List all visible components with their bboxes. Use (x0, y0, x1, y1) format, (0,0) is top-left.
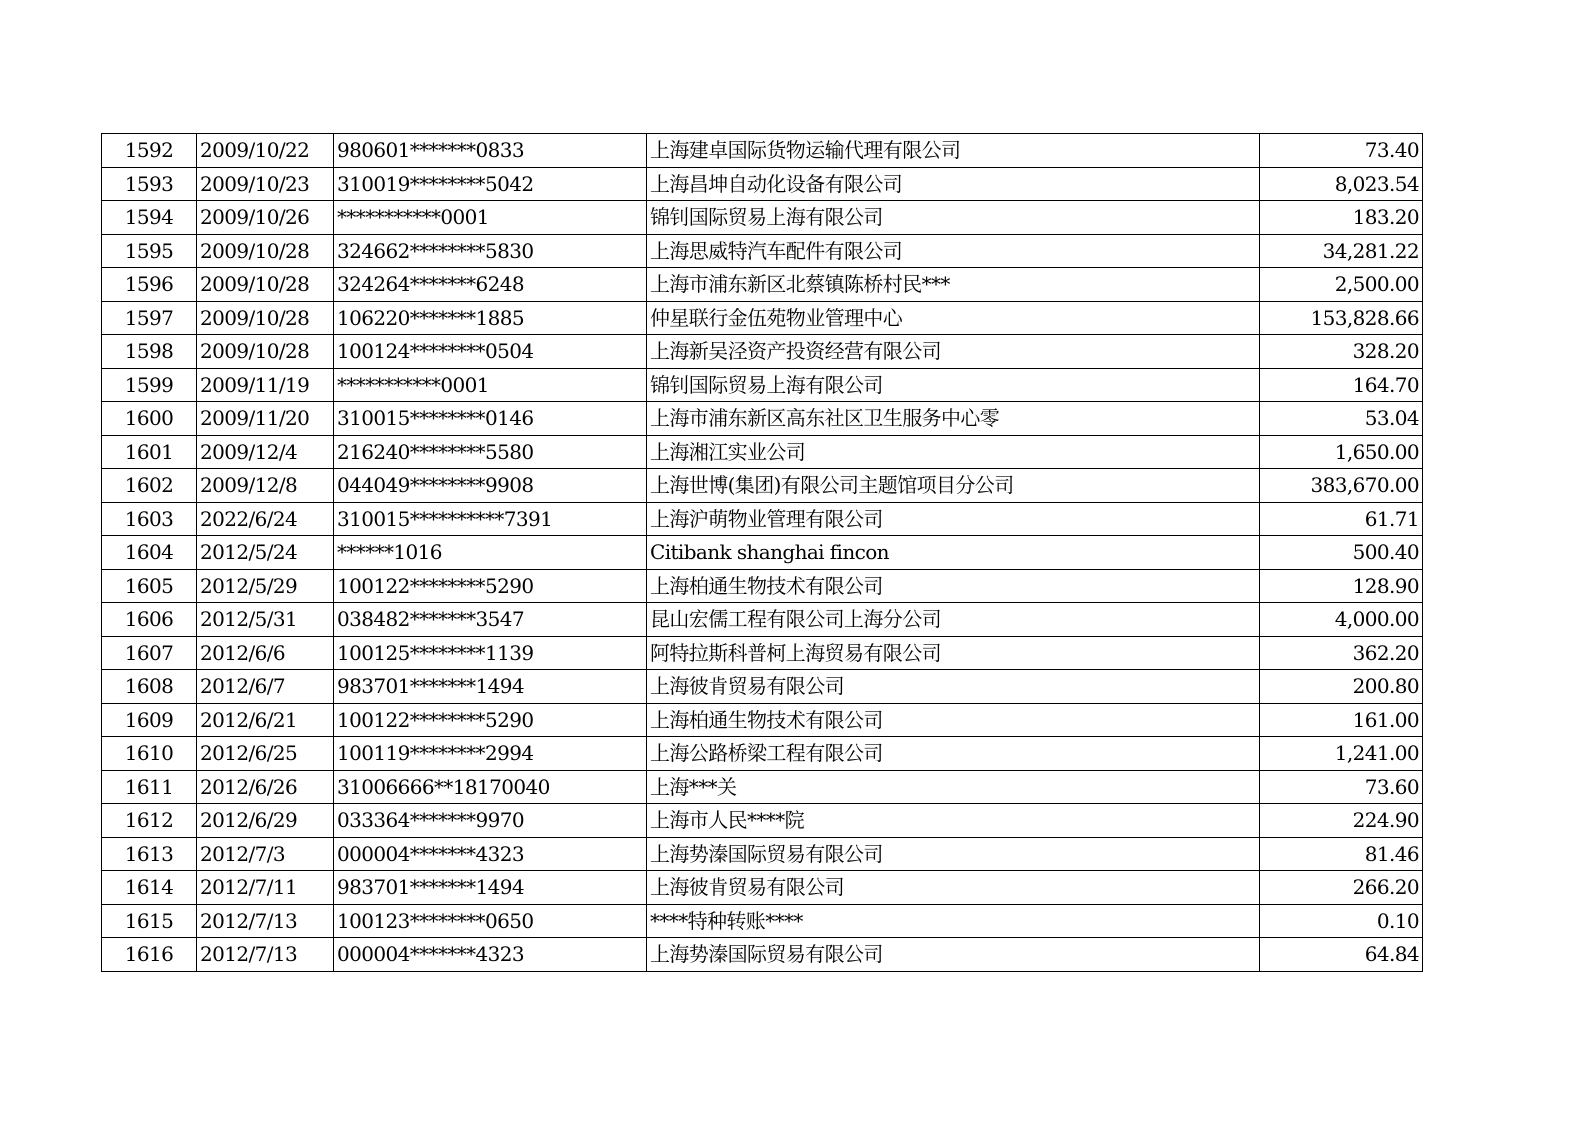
account-number-cell: ***********0001 (334, 368, 647, 402)
account-number-cell: 983701*******1494 (334, 670, 647, 704)
row-number-cell: 1616 (102, 938, 197, 972)
amount-cell: 0.10 (1260, 904, 1423, 938)
amount-cell: 161.00 (1260, 703, 1423, 737)
amount-cell: 328.20 (1260, 335, 1423, 369)
date-cell: 2012/7/11 (197, 871, 334, 905)
payee-name-cell: 上海彼肯贸易有限公司 (647, 871, 1260, 905)
amount-cell: 128.90 (1260, 569, 1423, 603)
account-number-cell: 310019********5042 (334, 167, 647, 201)
row-number-cell: 1605 (102, 569, 197, 603)
payee-name-cell: 上海湘江实业公司 (647, 435, 1260, 469)
row-number-cell: 1599 (102, 368, 197, 402)
account-number-cell: 980601*******0833 (334, 134, 647, 168)
payee-name-cell: 上海柏通生物技术有限公司 (647, 569, 1260, 603)
account-number-cell: 100122********5290 (334, 569, 647, 603)
payee-name-cell: 上海市人民****院 (647, 804, 1260, 838)
amount-cell: 73.40 (1260, 134, 1423, 168)
table-row (102, 134, 1423, 168)
row-number-cell: 1602 (102, 469, 197, 503)
account-number-cell: 106220*******1885 (334, 301, 647, 335)
date-cell: 2009/12/8 (197, 469, 334, 503)
account-number-cell: 324662********5830 (334, 234, 647, 268)
amount-cell: 8,023.54 (1260, 167, 1423, 201)
account-number-cell: 324264*******6248 (334, 268, 647, 302)
amount-cell: 362.20 (1260, 636, 1423, 670)
table-row (102, 636, 1423, 670)
row-number-cell: 1595 (102, 234, 197, 268)
ledger-table (101, 133, 1423, 972)
account-number-cell: 310015**********7391 (334, 502, 647, 536)
payee-name-cell: 上海建卓国际货物运输代理有限公司 (647, 134, 1260, 168)
row-number-cell: 1601 (102, 435, 197, 469)
row-number-cell: 1604 (102, 536, 197, 570)
amount-cell: 1,650.00 (1260, 435, 1423, 469)
table-row (102, 569, 1423, 603)
payee-name-cell: 上海世博(集团)有限公司主题馆项目分公司 (647, 469, 1260, 503)
payee-name-cell: 锦钊国际贸易上海有限公司 (647, 368, 1260, 402)
date-cell: 2012/5/29 (197, 569, 334, 603)
payee-name-cell: 上海柏通生物技术有限公司 (647, 703, 1260, 737)
date-cell: 2009/12/4 (197, 435, 334, 469)
table-row (102, 837, 1423, 871)
amount-cell: 500.40 (1260, 536, 1423, 570)
ledger-body (102, 134, 1423, 972)
payee-name-cell: 上海沪萌物业管理有限公司 (647, 502, 1260, 536)
date-cell: 2012/7/13 (197, 904, 334, 938)
row-number-cell: 1606 (102, 603, 197, 637)
row-number-cell: 1613 (102, 837, 197, 871)
payee-name-cell: 上海思威特汽车配件有限公司 (647, 234, 1260, 268)
amount-cell: 200.80 (1260, 670, 1423, 704)
account-number-cell: 100123********0650 (334, 904, 647, 938)
table-row (102, 301, 1423, 335)
table-row (102, 804, 1423, 838)
table-row (102, 368, 1423, 402)
account-number-cell: 038482*******3547 (334, 603, 647, 637)
date-cell: 2009/10/28 (197, 234, 334, 268)
amount-cell: 4,000.00 (1260, 603, 1423, 637)
row-number-cell: 1600 (102, 402, 197, 436)
table-row (102, 703, 1423, 737)
row-number-cell: 1615 (102, 904, 197, 938)
table-row (102, 335, 1423, 369)
date-cell: 2012/6/7 (197, 670, 334, 704)
row-number-cell: 1610 (102, 737, 197, 771)
payee-name-cell: 上海势溱国际贸易有限公司 (647, 837, 1260, 871)
account-number-cell: ***********0001 (334, 201, 647, 235)
amount-cell: 383,670.00 (1260, 469, 1423, 503)
date-cell: 2009/10/26 (197, 201, 334, 235)
table-row (102, 536, 1423, 570)
payee-name-cell: 上海彼肯贸易有限公司 (647, 670, 1260, 704)
table-row (102, 871, 1423, 905)
payee-name-cell: 上海势溱国际贸易有限公司 (647, 938, 1260, 972)
account-number-cell: 000004*******4323 (334, 837, 647, 871)
payee-name-cell: 锦钊国际贸易上海有限公司 (647, 201, 1260, 235)
date-cell: 2009/10/28 (197, 268, 334, 302)
row-number-cell: 1596 (102, 268, 197, 302)
account-number-cell: 033364*******9970 (334, 804, 647, 838)
payee-name-cell: 阿特拉斯科普柯上海贸易有限公司 (647, 636, 1260, 670)
table-row (102, 770, 1423, 804)
table-row (102, 904, 1423, 938)
payee-name-cell: 上海市浦东新区高东社区卫生服务中心零 (647, 402, 1260, 436)
payee-name-cell: 昆山宏儒工程有限公司上海分公司 (647, 603, 1260, 637)
payee-name-cell: 上海新吴泾资产投资经营有限公司 (647, 335, 1260, 369)
row-number-cell: 1594 (102, 201, 197, 235)
table-row (102, 234, 1423, 268)
row-number-cell: 1609 (102, 703, 197, 737)
table-row (102, 938, 1423, 972)
account-number-cell: 100125********1139 (334, 636, 647, 670)
payee-name-cell: 上海***关 (647, 770, 1260, 804)
table-row (102, 670, 1423, 704)
account-number-cell: 983701*******1494 (334, 871, 647, 905)
amount-cell: 81.46 (1260, 837, 1423, 871)
row-number-cell: 1612 (102, 804, 197, 838)
date-cell: 2022/6/24 (197, 502, 334, 536)
date-cell: 2009/10/28 (197, 335, 334, 369)
table-row (102, 201, 1423, 235)
row-number-cell: 1598 (102, 335, 197, 369)
amount-cell: 2,500.00 (1260, 268, 1423, 302)
row-number-cell: 1607 (102, 636, 197, 670)
account-number-cell: 310015********0146 (334, 402, 647, 436)
date-cell: 2012/6/21 (197, 703, 334, 737)
amount-cell: 1,241.00 (1260, 737, 1423, 771)
date-cell: 2012/7/13 (197, 938, 334, 972)
row-number-cell: 1614 (102, 871, 197, 905)
row-number-cell: 1593 (102, 167, 197, 201)
amount-cell: 153,828.66 (1260, 301, 1423, 335)
date-cell: 2012/5/24 (197, 536, 334, 570)
table-row (102, 502, 1423, 536)
account-number-cell: 31006666**18170040 (334, 770, 647, 804)
row-number-cell: 1597 (102, 301, 197, 335)
row-number-cell: 1592 (102, 134, 197, 168)
date-cell: 2009/10/22 (197, 134, 334, 168)
amount-cell: 61.71 (1260, 502, 1423, 536)
amount-cell: 73.60 (1260, 770, 1423, 804)
payee-name-cell: Citibank shanghai fincon (647, 536, 1260, 570)
table-row (102, 435, 1423, 469)
account-number-cell: 044049********9908 (334, 469, 647, 503)
payee-name-cell: 上海市浦东新区北蔡镇陈桥村民*** (647, 268, 1260, 302)
date-cell: 2009/10/23 (197, 167, 334, 201)
payee-name-cell: 上海公路桥梁工程有限公司 (647, 737, 1260, 771)
account-number-cell: 216240********5580 (334, 435, 647, 469)
table-row (102, 402, 1423, 436)
date-cell: 2012/6/26 (197, 770, 334, 804)
date-cell: 2012/6/6 (197, 636, 334, 670)
account-number-cell: 000004*******4323 (334, 938, 647, 972)
payee-name-cell: 仲星联行金伍苑物业管理中心 (647, 301, 1260, 335)
payee-name-cell: 上海昌坤自动化设备有限公司 (647, 167, 1260, 201)
table-row (102, 268, 1423, 302)
date-cell: 2009/11/19 (197, 368, 334, 402)
row-number-cell: 1603 (102, 502, 197, 536)
amount-cell: 53.04 (1260, 402, 1423, 436)
date-cell: 2012/6/29 (197, 804, 334, 838)
amount-cell: 266.20 (1260, 871, 1423, 905)
account-number-cell: 100122********5290 (334, 703, 647, 737)
table-row (102, 737, 1423, 771)
table-row (102, 469, 1423, 503)
account-number-cell: 100119********2994 (334, 737, 647, 771)
date-cell: 2009/10/28 (197, 301, 334, 335)
row-number-cell: 1608 (102, 670, 197, 704)
account-number-cell: ******1016 (334, 536, 647, 570)
table-row (102, 167, 1423, 201)
row-number-cell: 1611 (102, 770, 197, 804)
table-row (102, 603, 1423, 637)
amount-cell: 64.84 (1260, 938, 1423, 972)
date-cell: 2009/11/20 (197, 402, 334, 436)
amount-cell: 183.20 (1260, 201, 1423, 235)
date-cell: 2012/5/31 (197, 603, 334, 637)
date-cell: 2012/6/25 (197, 737, 334, 771)
document-page (101, 133, 1423, 972)
payee-name-cell: ****特种转账**** (647, 904, 1260, 938)
amount-cell: 34,281.22 (1260, 234, 1423, 268)
date-cell: 2012/7/3 (197, 837, 334, 871)
amount-cell: 164.70 (1260, 368, 1423, 402)
amount-cell: 224.90 (1260, 804, 1423, 838)
account-number-cell: 100124********0504 (334, 335, 647, 369)
